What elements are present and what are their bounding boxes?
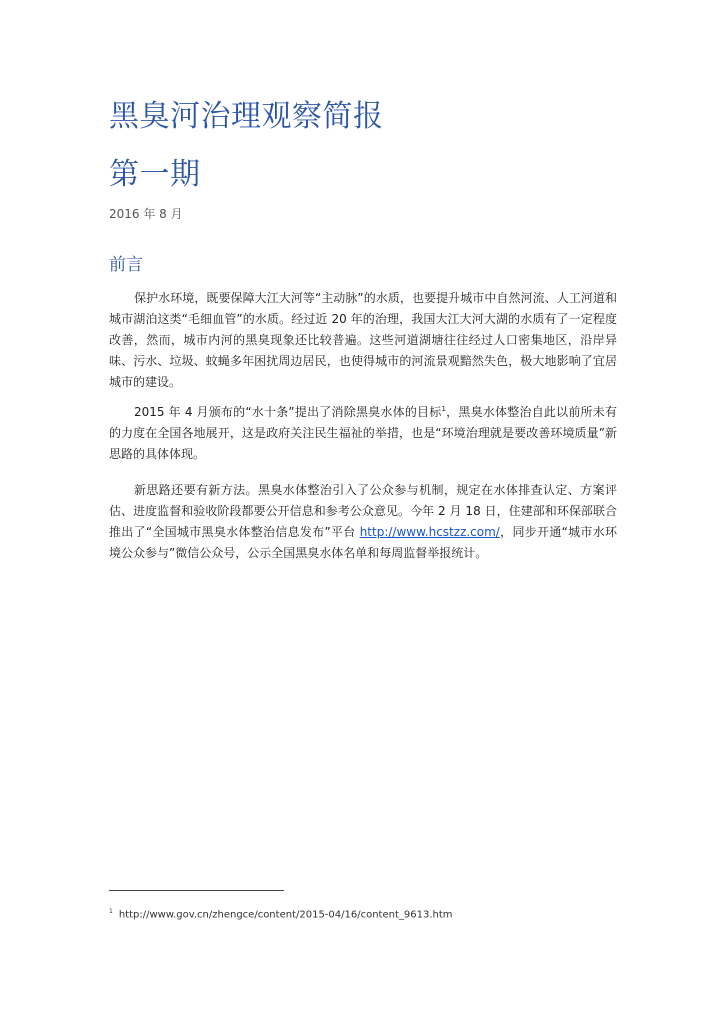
document-title: 黑臭河治理观察简报 [109, 99, 384, 134]
section-heading-preface: 前言 [109, 255, 143, 275]
footnote-reference[interactable]: 1 [441, 405, 446, 413]
paragraph-1 [109, 288, 617, 393]
footnote-separator [109, 890, 284, 891]
issue-number: 第一期 [109, 157, 201, 192]
footnote-number: 1 [109, 908, 113, 915]
paragraph-2-text [109, 402, 617, 465]
paragraph-3-part-b: ，同步开通“城市水环境公众参与”微信公众号，公示全国黑臭水体名单和每周监督举报统计。 [109, 525, 618, 560]
paragraph-3-part-a: 新思路还要有新方法。黑臭水体整治引入了公众参与机制，规定在水体排查认定、方案评估、进度监督和验收阶段都要公开信息和参考公众意见。今年 2 月 18 日，住建部和环保部联合推出了“全国城市黑臭水体整治信息发布”平台 [109, 483, 617, 539]
footnote [109, 909, 453, 920]
paragraph-2-part-a: 2015 年 4 月颁布的“水十条”提出了消除黑臭水体的目标 [134, 405, 442, 419]
paragraph-2-part-b: ，黑臭水体整治自此以前所未有的力度在全国各地展开，这是政府关注民生福祉的举措，也是“环境治理就是要改善环境质量”新思路的具体体现。 [109, 405, 617, 461]
paragraph-3 [109, 480, 617, 564]
footnote-url[interactable]: http://www.gov.cn/zhengce/content/2015-04/16/content_9613.htm [118, 909, 453, 921]
paragraph-1-text: 保护水环境，既要保障大江大河等“主动脉”的水质，也要提升城市中自然河流、人工河道和城市湖泊这类“毛细血管”的水质。经过近 20 年的治理，我国大江大河大湖的水质有了一定程度改善，然而，城市内河的黑臭现象还比较普遍。这些河道湖塘往往经过人口密集地区，沿岸异味、污水、垃圾、蚊蝇多年困扰周边居民，也使得城市的河流景观黯然失色，极大地影响了宜居城市的建设。 [109, 291, 617, 389]
publication-date: 2016 年 8 月 [109, 207, 183, 221]
paragraph-3-text [109, 480, 617, 564]
paragraph-2 [109, 402, 617, 465]
hcstzz-link[interactable]: http://www.hcstzz.com/ [359, 525, 500, 539]
